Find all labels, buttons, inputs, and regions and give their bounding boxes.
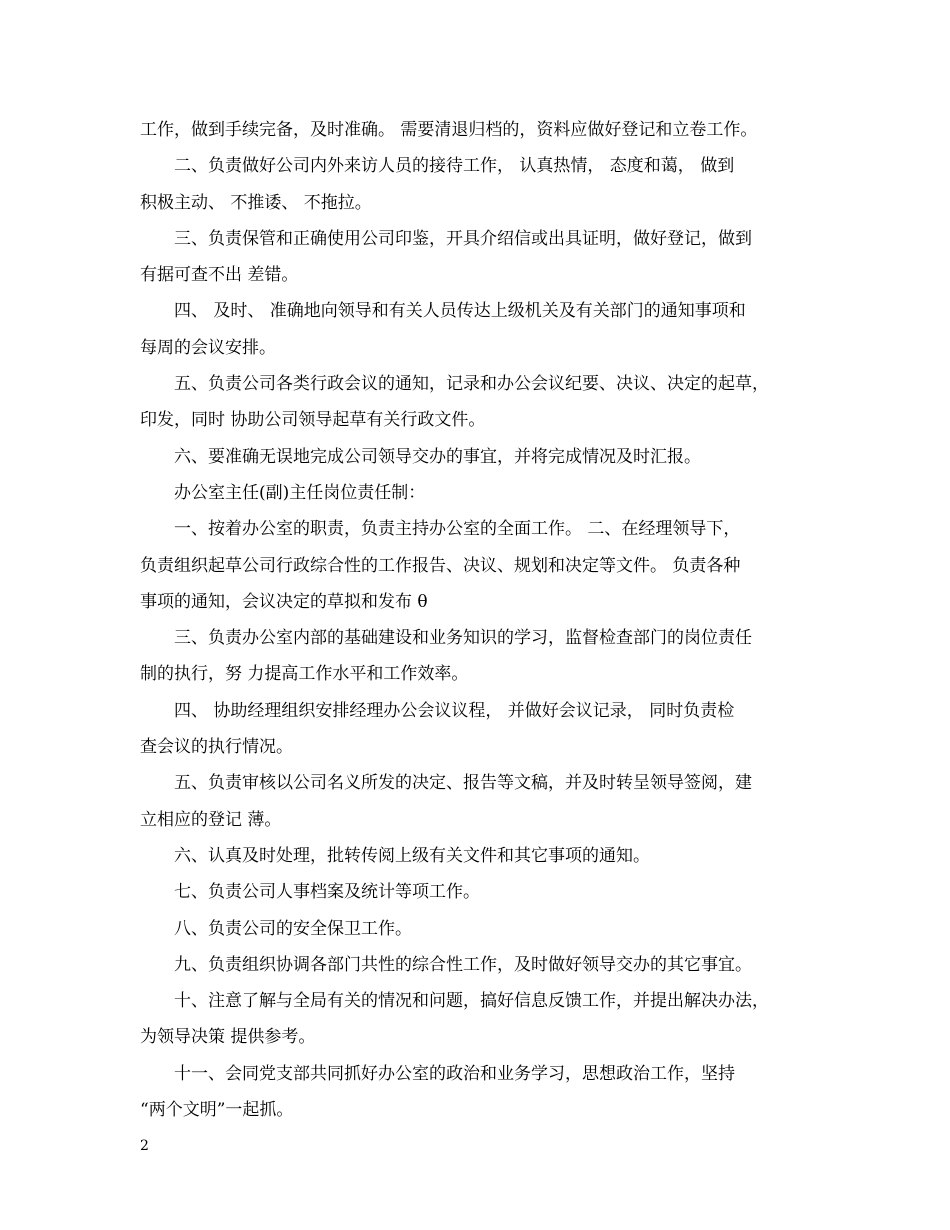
section-heading: 办公室主任(副)主任岗位责任制：: [174, 482, 426, 503]
text-line: 三、负责办公室内部的基础建设和业务知识的学习，监督检查部门的岗位责任: [174, 628, 752, 649]
text-line: 十、注意了解与全局有关的情况和问题，搞好信息反馈工作，并提出解决办法，: [174, 991, 769, 1012]
text-line: 立相应的登记 薄。: [140, 809, 282, 830]
text-line: 制的执行，努 力提高工作水平和工作效率。: [140, 664, 469, 685]
text-line: 六、要准确无误地完成公司领导交办的事宜，并将完成情况及时汇报。: [174, 446, 701, 467]
text-line: 六、认真及时处理，批转传阅上级有关文件和其它事项的通知。: [174, 845, 650, 866]
text-line: 查会议的执行情况。: [140, 737, 293, 758]
document-body: [140, 112, 812, 1128]
text-line: 七、负责公司人事档案及统计等项工作。: [174, 882, 480, 903]
text-line: 二、负责做好公司内外来访人员的接待工作， 认真热情， 态度和蔼， 做到: [174, 156, 735, 177]
text-line: 四、 协助经理组织安排经理办公会议议程， 并做好会议记录， 同时负责检: [174, 700, 735, 721]
text-line: “两个文明”一起抓。: [140, 1100, 294, 1121]
text-line: 九、负责组织协调各部门共性的综合性工作，及时做好领导交办的其它事宜。: [174, 954, 752, 975]
text-line: 积极主动、 不推诿、 不拖拉。: [140, 192, 372, 213]
text-line: 为领导决策 提供参考。: [140, 1027, 316, 1048]
text-line: 工作，做到手续完备，及时准确。 需要清退归档的，资料应做好登记和立卷工作。: [140, 120, 758, 140]
text-line: 四、 及时、 准确地向领导和有关人员传达上级机关及有关部门的通知事项和: [174, 301, 746, 322]
text-line: 印发，同时 协助公司领导起草有关行政文件。: [140, 410, 486, 431]
text-line: 负责组织起草公司行政综合性的工作报告、决议、规划和决定等文件。 负责各种: [140, 555, 741, 576]
text-line: 五、负责公司各类行政会议的通知，记录和办公会议纪要、决议、决定的起草，: [174, 374, 769, 395]
text-line: 每周的会议安排。: [140, 337, 276, 358]
text-line: 五、负责审核以公司名义所发的决定、报告等文稿，并及时转呈领导签阅，建: [174, 773, 752, 794]
text-line: 事项的通知，会议决定的草拟和发布 θ: [140, 591, 428, 612]
text-line: 有据可查不出 差错。: [140, 265, 299, 286]
text-line: 一、按着办公室的职责，负责主持办公室的全面工作。 二、在经理领导下，: [174, 519, 741, 540]
text-line: 十一、会同党支部共同抓好办公室的政治和业务学习，思想政治工作，坚持: [174, 1063, 735, 1084]
text-line: 三、负责保管和正确使用公司印鉴，开具介绍信或出具证明，做好登记，做到: [174, 228, 752, 249]
page-number: 2: [140, 1138, 149, 1154]
text-line: 八、负责公司的安全保卫工作。: [174, 918, 412, 939]
